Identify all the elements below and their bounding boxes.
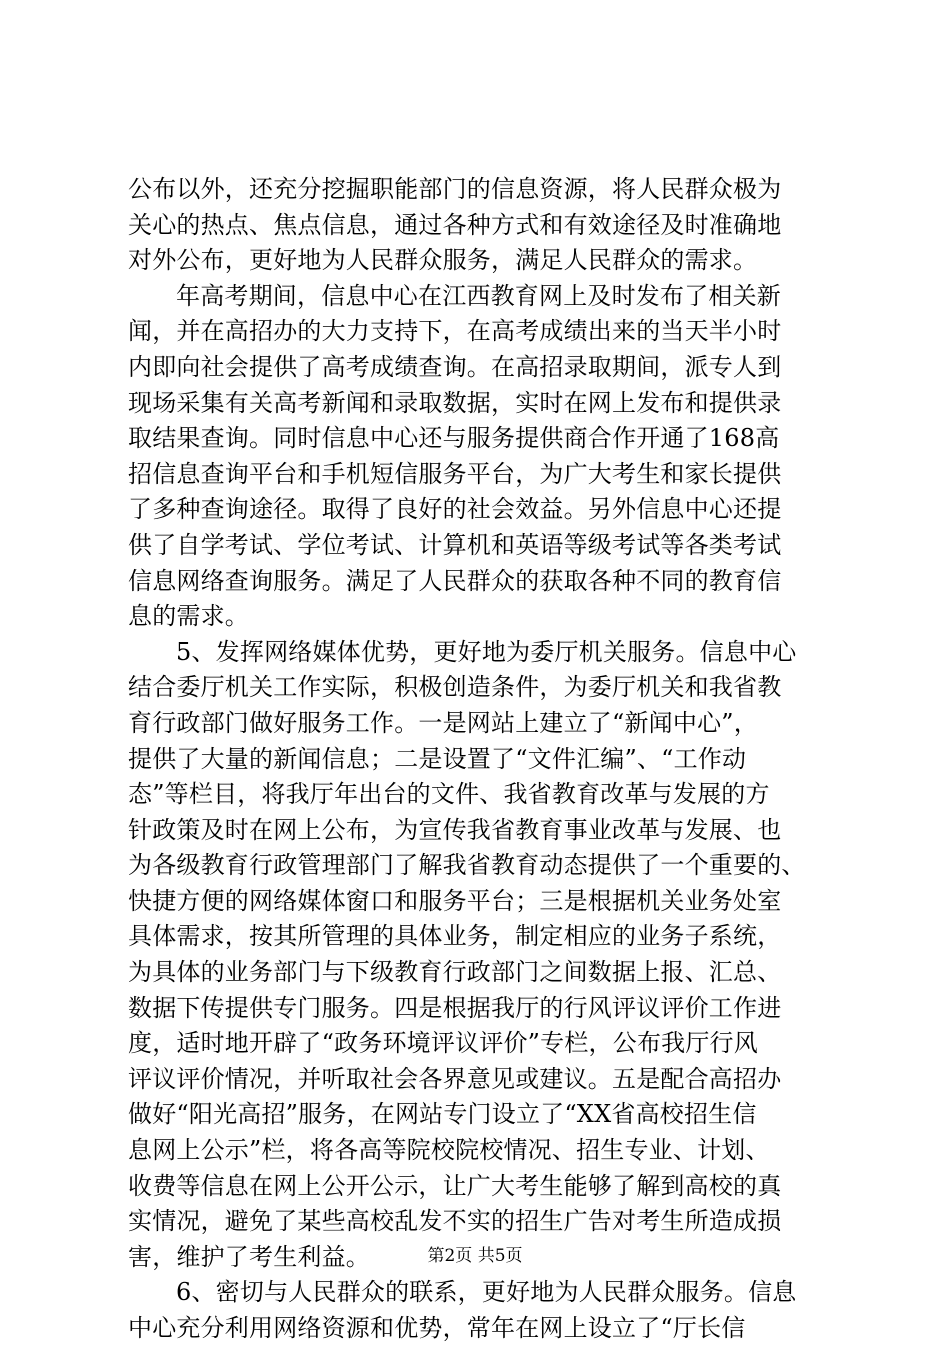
text-line: 针政策及时在网上公布，为宣传我省教育事业改革与发展、也 <box>128 815 782 844</box>
text-line: 了多种查询途径。取得了良好的社会效益。另外信息中心还提 <box>128 495 782 524</box>
document-body <box>128 172 828 1347</box>
text-line: 关心的热点、焦点信息，通过各种方式和有效途径及时准确地 <box>128 210 782 239</box>
text-line: 具体需求，按其所管理的具体业务，制定相应的业务子系统， <box>128 922 782 951</box>
text-line: 度，适时地开辟了“政务环境评议评价”专栏，公布我厅行风 <box>128 1029 758 1058</box>
text-line: 做好“阳光高招”服务，在网站专门设立了“XX省高校招生信 <box>128 1100 757 1129</box>
text-line: 信息网络查询服务。满足了人民群众的获取各种不同的教育信 <box>128 566 782 595</box>
text-line: 结合委厅机关工作实际，积极创造条件，为委厅机关和我省教 <box>128 673 782 702</box>
text-line: 公布以外，还充分挖掘职能部门的信息资源，将人民群众极为 <box>128 175 782 203</box>
text-line: 为各级教育行政管理部门了解我省教育动态提供了一个重要的、 <box>128 851 806 880</box>
paragraph-start-line: 年高考期间，信息中心在江西教育网上及时发布了相关新 <box>176 281 781 310</box>
text-line: 评议评价情况，并听取社会各界意见或建议。五是配合高招办 <box>128 1064 782 1093</box>
text-line: 供了自学考试、学位考试、计算机和英语等级考试等各类考试 <box>128 530 782 559</box>
page-number: 第2页 共5页 <box>427 1246 523 1266</box>
text-line: 害，维护了考生利益。 <box>128 1242 370 1271</box>
text-line: 取结果查询。同时信息中心还与服务提供商合作开通了168高 <box>128 424 780 453</box>
text-line: 内即向社会提供了高考成绩查询。在高招录取期间，派专人到 <box>128 352 782 381</box>
text-line: 数据下传提供专门服务。四是根据我厅的行风评议评价工作进 <box>128 993 782 1022</box>
page-footer <box>0 1245 950 1267</box>
text-line: 态”等栏目，将我厅年出台的文件、我省教育改革与发展的方 <box>128 780 770 809</box>
text-line: 收费等信息在网上公开公示，让广大考生能够了解到高校的真 <box>128 1171 782 1200</box>
text-line: 实情况，避免了某些高校乱发不实的招生广告对考生所造成损 <box>128 1207 782 1236</box>
text-line: 提供了大量的新闻信息；二是设置了“文件汇编”、“工作动 <box>128 744 747 773</box>
text-line: 息的需求。 <box>128 602 249 631</box>
text-line: 快捷方便的网络媒体窗口和服务平台；三是根据机关业务处室 <box>128 886 782 915</box>
paragraph-start-line: 5、发挥网络媒体优势，更好地为委厅机关服务。信息中心 <box>176 637 797 666</box>
text-line: 对外公布，更好地为人民群众服务，满足人民群众的需求。 <box>128 246 758 275</box>
text-line: 育行政部门做好服务工作。一是网站上建立了“新闻中心”， <box>128 708 758 737</box>
text-line: 招信息查询平台和手机短信服务平台，为广大考生和家长提供 <box>128 459 782 488</box>
text-line: 闻，并在高招办的大力支持下，在高考成绩出来的当天半小时 <box>128 317 782 346</box>
text-line: 中心充分利用网络资源和优势，常年在网上设立了“厅长信 <box>128 1314 746 1342</box>
text-line: 现场采集有关高考新闻和录取数据，实时在网上发布和提供录 <box>128 388 782 417</box>
text-line: 为具体的业务部门与下级教育行政部门之间数据上报、汇总、 <box>128 958 782 987</box>
paragraph-start-line: 6、密切与人民群众的联系，更好地为人民群众服务。信息 <box>176 1278 797 1307</box>
text-line: 息网上公示”栏，将各高等院校院校情况、招生专业、计划、 <box>128 1136 770 1165</box>
